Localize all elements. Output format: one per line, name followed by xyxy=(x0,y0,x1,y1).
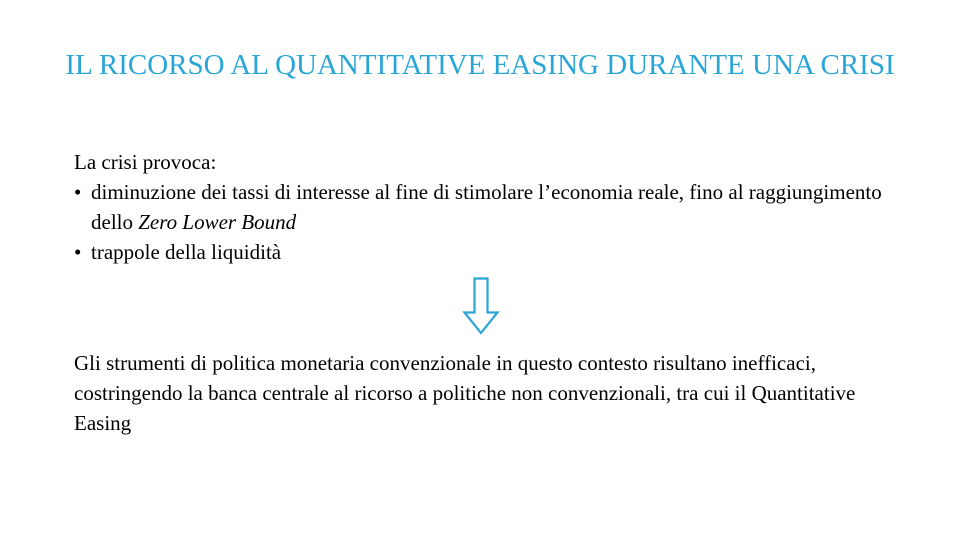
conclusion-text: Gli strumenti di politica monetaria convenzionale in questo contesto risultano inefficaci, costringendo la banca centrale al ricorso a politiche non convenzionali, tra cui il Quantitative Easing xyxy=(74,351,856,435)
effects-list xyxy=(74,177,894,267)
down-arrow-outline-icon xyxy=(462,277,500,335)
bullet-text: trappole della liquidità xyxy=(91,240,282,264)
list-item xyxy=(74,237,894,267)
bullet-emphasis: Zero Lower Bound xyxy=(138,210,297,234)
bullet-symbol: • xyxy=(74,180,82,204)
slide-title: IL RICORSO AL QUANTITATIVE EASING DURANTE UNA CRISI xyxy=(65,49,895,81)
intro-text: La crisi provoca: xyxy=(74,150,217,174)
bullet-symbol: • xyxy=(74,240,82,264)
list-item xyxy=(74,177,894,237)
crisis-effects-block xyxy=(74,147,894,267)
bullet-text: diminuzione dei tassi di interesse al fine di stimolare l’economia reale, fino al raggiungimento dello xyxy=(91,180,882,234)
